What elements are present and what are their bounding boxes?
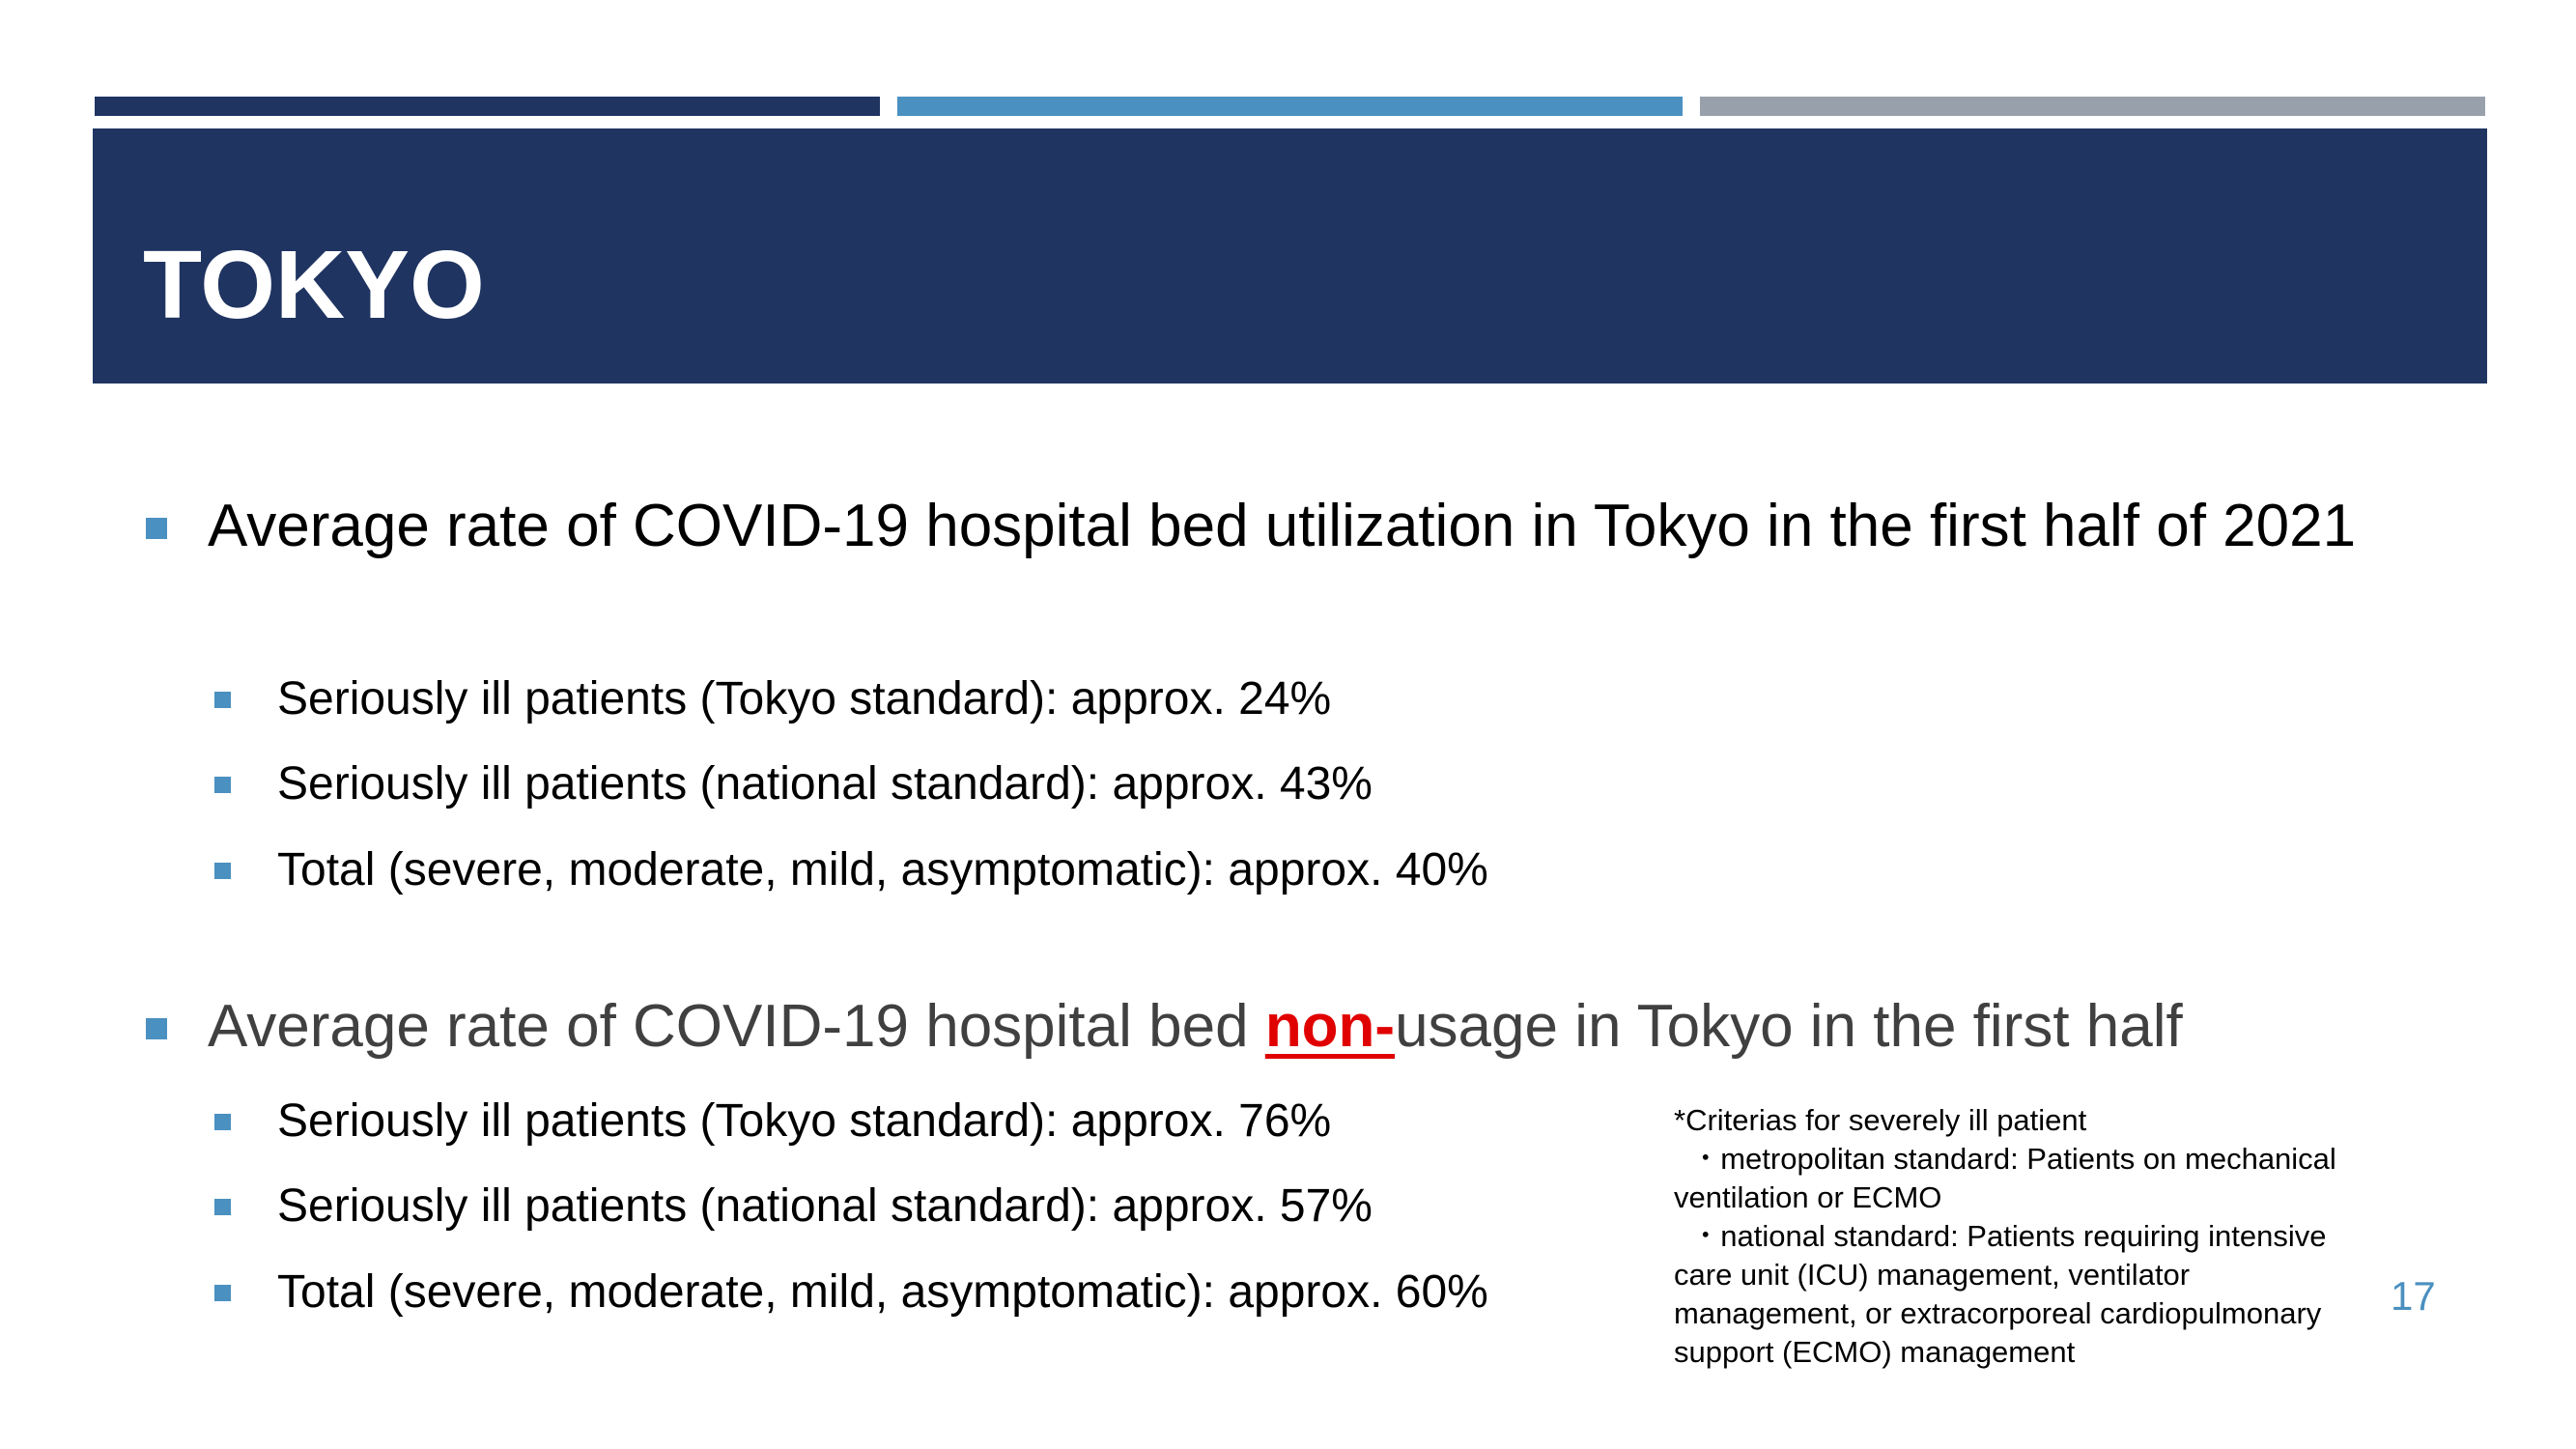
square-bullet-icon — [214, 863, 231, 879]
section2-item-1: Seriously ill patients (Tokyo standard): approx. 76% — [277, 1095, 1332, 1147]
square-bullet-icon — [214, 692, 231, 708]
footnote-line: ventilation or ECMO — [1674, 1180, 1942, 1214]
accent-bar-blue — [897, 97, 1683, 116]
footnote-line: *Criterias for severely ill patient — [1674, 1103, 2087, 1137]
accent-bar-gray — [1700, 97, 2485, 116]
page-number: 17 — [2391, 1273, 2436, 1319]
title-banner — [93, 128, 2487, 384]
section1-item-1: Seriously ill patients (Tokyo standard): approx. 24% — [277, 673, 1332, 724]
square-bullet-icon — [214, 1285, 231, 1301]
section2-heading-before: Average rate of COVID-19 hospital bed — [208, 993, 1265, 1060]
section1-heading: Average rate of COVID-19 hospital bed utilization in Tokyo in the first half of 2021 — [208, 493, 2357, 559]
slide-title: TOKYO — [143, 231, 485, 339]
section1-item-2: Seriously ill patients (national standard): approx. 43% — [277, 758, 1373, 810]
footnote — [1674, 1101, 2408, 1372]
section2-item-2: Seriously ill patients (national standard): approx. 57% — [277, 1180, 1373, 1232]
footnote-line: ・national standard: Patients requiring intensive — [1674, 1219, 2327, 1253]
square-bullet-icon — [214, 777, 231, 793]
square-bullet-icon — [214, 1114, 231, 1130]
section2-heading-highlight: non- — [1264, 993, 1396, 1060]
footnote-line: care unit (ICU) management, ventilator — [1674, 1258, 2191, 1292]
footnote-line: management, or extracorporeal cardiopulmonary — [1674, 1296, 2322, 1330]
square-bullet-icon — [214, 1199, 231, 1215]
footnote-line: ・metropolitan standard: Patients on mechanical — [1674, 1142, 2336, 1176]
square-bullet-icon — [146, 518, 167, 539]
section2-item-3: Total (severe, moderate, mild, asymptomatic): approx. 60% — [277, 1266, 1488, 1318]
section1-item-3: Total (severe, moderate, mild, asymptomatic): approx. 40% — [277, 844, 1488, 895]
square-bullet-icon — [146, 1018, 167, 1039]
footnote-line: support (ECMO) management — [1674, 1335, 2076, 1369]
accent-bar-navy — [95, 97, 880, 116]
section2-heading-after: usage in Tokyo in the first half — [1395, 993, 2183, 1060]
section2-heading — [208, 989, 2506, 1065]
